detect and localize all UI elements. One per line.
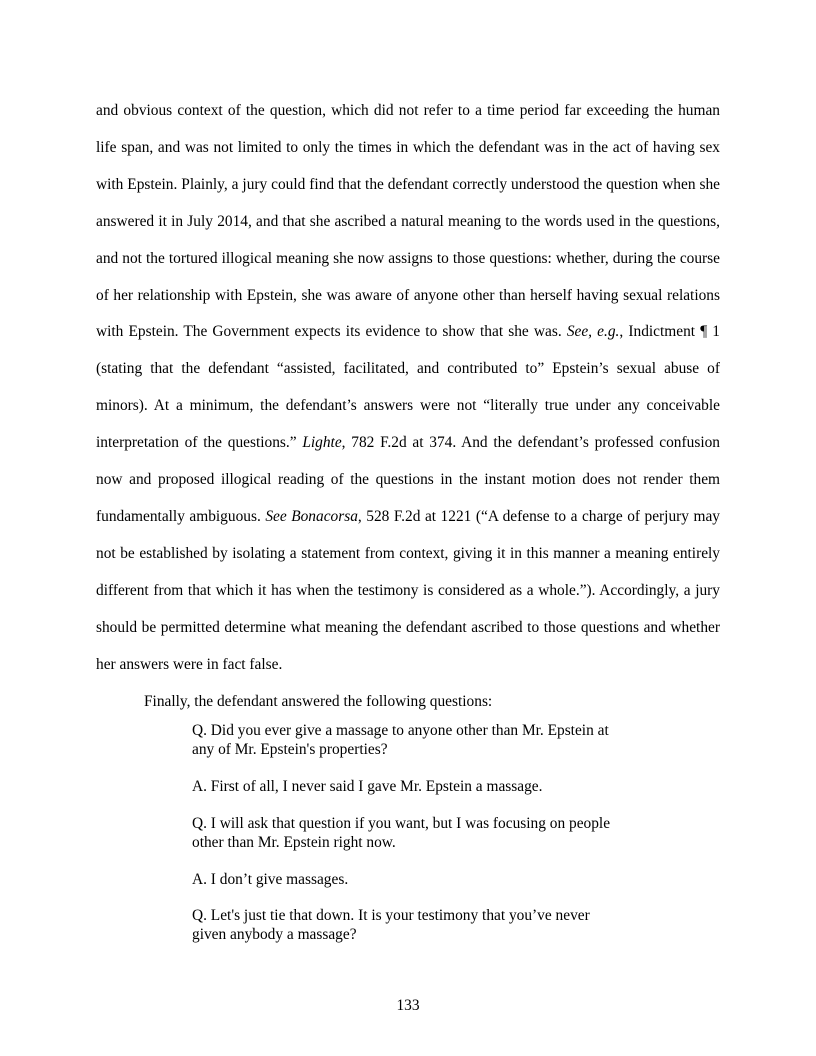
case-name-lighte: Lighte	[302, 434, 342, 452]
paragraph-text: , Indictment ¶ 1 (stating that the defendant “assisted, facilitated, and contributed to” Epstein’s sexual abuse of minors). At a minimum, the defendant’s answers were not “literally true under any conceivable interpretation of the questions.”	[96, 323, 721, 452]
paragraph-text: and obvious context of the question, which did not refer to a time period far exceeding the human life span, and was not limited to only the times in which the defendant was in the act of having sex with Epstein. Plainly, a jury could find that the defendant correctly understood the question when she answered it in July 2014, and that she ascribed a natural meaning to the words used in the questions, and not the tortured illogical meaning she now assigns to those questions: whether, during the course of her relationship with Epstein, she was aware of anyone other than herself having sexual relations with Epstein. The Government expects its evidence to show that she was.	[96, 102, 720, 341]
case-name-bonacorsa: See Bonacorsa	[265, 507, 358, 525]
body-text	[96, 93, 720, 720]
paragraph-text: , 782 F.2d at 374. And the defendant’s professed confusion now and proposed illogical reading of the questions in the instant motion does not render them fundamentally ambiguous.	[96, 434, 720, 525]
question-3: Q. Let's just tie that down. It is your testimony that you’ve never given anybody a massage?	[192, 907, 590, 943]
question-2: Q. I will ask that question if you want, but I was focusing on people other than Mr. Epstein right now.	[192, 815, 611, 851]
citation-signal: See, e.g.	[566, 323, 620, 341]
paragraph-argument	[96, 93, 720, 684]
answer-2: A. I don’t give massages.	[192, 871, 349, 888]
answer-1: A. First of all, I never said I gave Mr. Epstein a massage.	[192, 778, 543, 795]
paragraph-intro-questions: Finally, the defendant answered the following questions:	[144, 692, 493, 710]
paragraph-text: , 528 F.2d at 1221 (“A defense to a charge of perjury may not be established by isolating a statement from context, giving it in this manner a meaning entirely different from that which it has when the testimony is considered as a whole.”). Accordingly, a jury should be permitted determine what meaning the defendant ascribed to those questions and whether her answers were in fact false.	[96, 507, 720, 673]
question-1: Q. Did you ever give a massage to anyone other than Mr. Epstein at any of Mr. Epstein's properties?	[192, 722, 609, 758]
page-number: 133	[396, 997, 420, 1014]
